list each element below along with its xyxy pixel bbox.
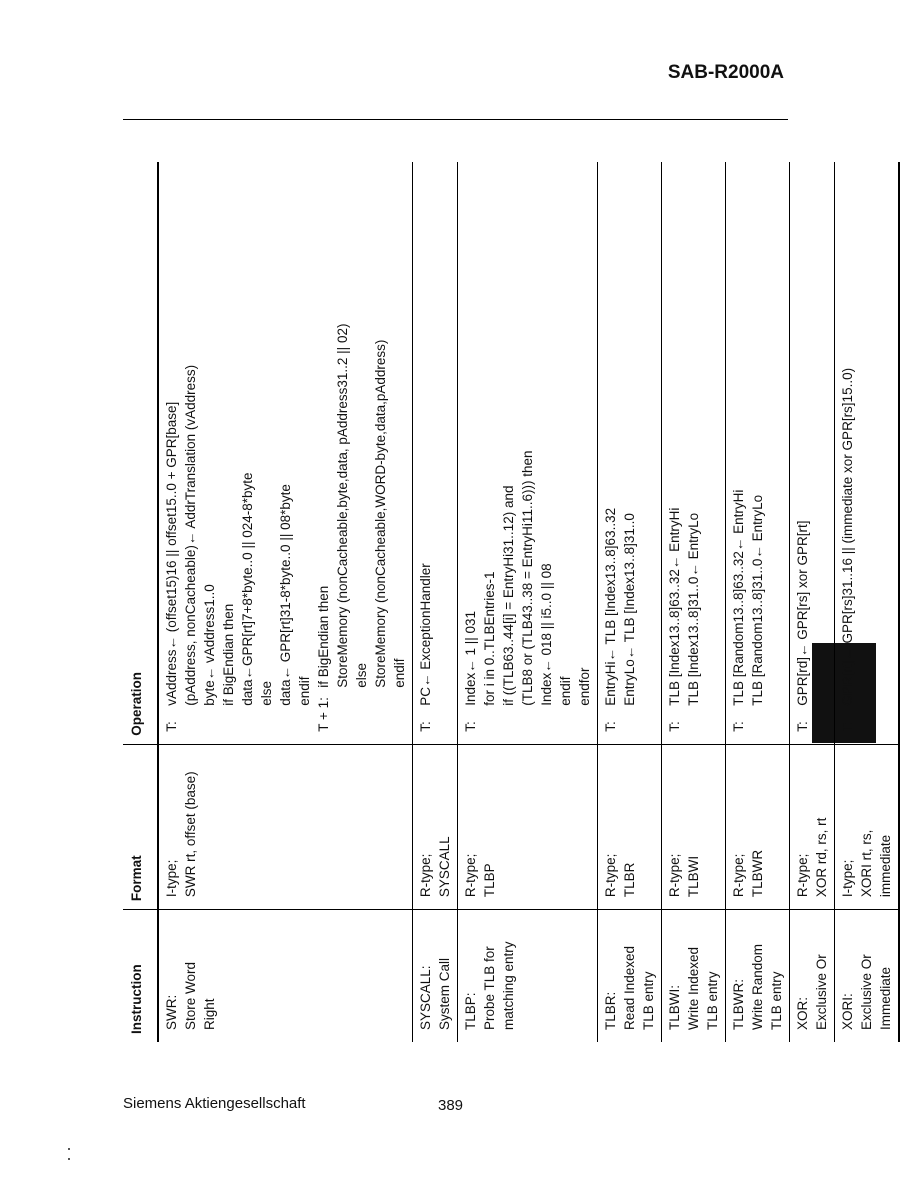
operation-line: (pAddress, nonCacheable)← AddrTranslation (vAddress) bbox=[183, 364, 198, 706]
margin-dot bbox=[68, 1148, 70, 1150]
format-cell bbox=[413, 744, 458, 909]
instruction-line: SWR: bbox=[164, 994, 179, 1030]
timing-label: T: bbox=[603, 721, 618, 732]
instruction-line: TLBR: bbox=[603, 991, 618, 1030]
format-cell bbox=[790, 744, 835, 909]
operation-line: if BigEndian then bbox=[316, 585, 331, 688]
operation-text bbox=[162, 365, 314, 706]
operation-line: endif bbox=[392, 658, 407, 688]
format-cell bbox=[458, 744, 598, 909]
instruction-line: Read Indexed bbox=[622, 945, 637, 1030]
operation-cell bbox=[790, 162, 835, 744]
operation-line: EntryHi← TLB [Index13..8]63..32 bbox=[603, 507, 618, 706]
operation-line: for i in 0..TLBEntries-1 bbox=[482, 571, 497, 706]
format-line: R-type; bbox=[463, 853, 478, 898]
format-line: I-type; bbox=[840, 859, 855, 898]
format-line: R-type; bbox=[731, 853, 746, 898]
operation-block bbox=[461, 170, 594, 732]
instruction-cell bbox=[413, 910, 458, 1042]
operation-line: if BigEndian then bbox=[221, 603, 236, 706]
instruction-cell bbox=[835, 910, 900, 1042]
instruction-line: Write Random bbox=[750, 943, 765, 1030]
operation-line: data← GPR[rt]31-8*byte..0 || 08*byte bbox=[278, 484, 293, 706]
instruction-line: Right bbox=[202, 998, 217, 1030]
format-line: TLBR bbox=[622, 862, 637, 898]
operation-line: endfor bbox=[577, 667, 592, 706]
table-row bbox=[158, 162, 413, 1042]
format-line: TLBWR bbox=[750, 849, 765, 898]
operation-block bbox=[729, 170, 767, 732]
operation-block bbox=[162, 170, 314, 732]
timing-label: T: bbox=[418, 721, 433, 732]
format-cell bbox=[662, 744, 726, 909]
footer-company: Siemens Aktiengesellschaft bbox=[123, 1095, 306, 1112]
operation-cell bbox=[413, 162, 458, 744]
instruction-cell bbox=[662, 910, 726, 1042]
format-line: XOR rd, rs, rt bbox=[814, 817, 829, 898]
operation-line: else bbox=[354, 663, 369, 688]
instruction-line: Probe TLB for bbox=[482, 946, 497, 1030]
operation-line: PC← ExceptionHandler bbox=[418, 563, 433, 706]
column-header-format: Format bbox=[123, 744, 158, 909]
instruction-cell bbox=[790, 910, 835, 1042]
operation-line: data←GPR[rt]7+8*byte..0 || 024-8*byte bbox=[240, 472, 255, 706]
table-row bbox=[835, 162, 900, 1042]
instruction-cell bbox=[726, 910, 790, 1042]
format-line: R-type; bbox=[603, 853, 618, 898]
format-line: TLBP bbox=[482, 863, 497, 898]
instruction-line: TLB entry bbox=[641, 971, 656, 1030]
operation-line: TLB [Random13..8]31..0← EntryLo bbox=[750, 494, 765, 706]
operation-line: GPR[rt]← GPR[rs]31..16 || (immediate xor GPR[rs]15..0) bbox=[840, 367, 855, 706]
instruction-line: SYSCALL: bbox=[418, 965, 433, 1030]
operation-line: vAddress← (offset15)16 || offset15..0 + GPR[base] bbox=[164, 401, 179, 706]
timing-label: T: bbox=[840, 721, 855, 732]
format-line: SYSCALL bbox=[437, 836, 452, 898]
timing-label: T: bbox=[731, 721, 746, 732]
timing-label: T: bbox=[164, 721, 179, 732]
format-line: R-type; bbox=[418, 853, 433, 898]
instruction-table bbox=[123, 162, 900, 1042]
instruction-line: matching entry bbox=[501, 941, 516, 1030]
operation-text bbox=[314, 324, 409, 688]
operation-text bbox=[461, 451, 594, 706]
operation-line: StoreMemory (nonCacheable,WORD-byte,data,pAddress) bbox=[373, 339, 388, 688]
instruction-cell bbox=[158, 910, 413, 1042]
operation-text bbox=[838, 368, 857, 706]
format-line: R-type; bbox=[795, 853, 810, 898]
operation-line: endif bbox=[558, 676, 573, 706]
timing-label: T: bbox=[463, 721, 478, 732]
table-row bbox=[458, 162, 598, 1042]
operation-cell bbox=[458, 162, 598, 744]
table-row bbox=[726, 162, 790, 1042]
format-cell bbox=[158, 744, 413, 909]
operation-line: else bbox=[259, 681, 274, 706]
format-line: R-type; bbox=[667, 853, 682, 898]
table-row bbox=[598, 162, 662, 1042]
operation-text bbox=[729, 490, 767, 706]
operation-block bbox=[601, 170, 639, 732]
table-row bbox=[413, 162, 458, 1042]
operation-line: TLB [Random13..8]63..32← EntryHi bbox=[731, 489, 746, 706]
operation-line: TLB [Index13..8]31..0← EntryLo bbox=[686, 512, 701, 706]
instruction-line: TLBP: bbox=[463, 992, 478, 1030]
table-header-row bbox=[123, 162, 158, 1042]
instruction-line: Store Word bbox=[183, 961, 198, 1030]
operation-cell bbox=[662, 162, 726, 744]
format-line: SWR rt, offset (base) bbox=[183, 771, 198, 898]
operation-line: byte← vAddress1..0 bbox=[202, 584, 217, 706]
format-cell bbox=[835, 744, 900, 909]
format-line: XORI rt, rs, bbox=[859, 829, 874, 898]
instruction-line: System Call bbox=[437, 957, 452, 1030]
timing-label: T: bbox=[667, 721, 682, 732]
operation-text bbox=[793, 520, 812, 705]
format-line: I-type; bbox=[164, 859, 179, 898]
operation-line: EntryLo← TLB [Index13..8]31..0 bbox=[622, 513, 637, 706]
instruction-line: TLB entry bbox=[705, 971, 720, 1030]
operation-cell bbox=[598, 162, 662, 744]
operation-block bbox=[838, 170, 857, 732]
header-rule bbox=[123, 119, 788, 120]
operation-line: StoreMemory (nonCacheable,byte,data, pAddress31..2 || 02) bbox=[335, 323, 350, 688]
instruction-line: Exclusive Or bbox=[859, 954, 874, 1030]
instruction-cell bbox=[458, 910, 598, 1042]
instruction-line: TLB entry bbox=[769, 971, 784, 1030]
operation-block bbox=[314, 170, 409, 732]
operation-line: GPR[rd]← GPR[rs] xor GPR[rt] bbox=[795, 520, 810, 706]
footer-page-number: 389 bbox=[438, 1097, 464, 1114]
instruction-line: XOR: bbox=[795, 996, 810, 1030]
table-row bbox=[790, 162, 835, 1042]
operation-block bbox=[665, 170, 703, 732]
instruction-line: Exclusive Or bbox=[814, 954, 829, 1030]
column-header-instruction: Instruction bbox=[129, 964, 144, 1034]
instruction-table-rotated bbox=[123, 162, 893, 1042]
format-line: immediate bbox=[878, 834, 893, 898]
column-header-operation: Operation bbox=[123, 162, 158, 744]
operation-cell bbox=[158, 162, 413, 744]
operation-text bbox=[601, 508, 639, 706]
margin-dot bbox=[68, 1158, 70, 1160]
timing-label: T + 1: bbox=[316, 697, 331, 732]
operation-line: Index← 1 || 031 bbox=[463, 610, 478, 706]
operation-cell bbox=[835, 162, 900, 744]
operation-line: endif bbox=[297, 676, 312, 706]
instruction-line: XORI: bbox=[840, 993, 855, 1030]
operation-cell bbox=[726, 162, 790, 744]
operation-line: Index← 018 || i5..0 || 08 bbox=[539, 563, 554, 706]
operation-text bbox=[416, 563, 435, 706]
format-cell bbox=[726, 744, 790, 909]
operation-line: TLB [Index13..8]63..32← EntryHi bbox=[667, 507, 682, 706]
format-cell bbox=[598, 744, 662, 909]
operation-block bbox=[416, 170, 435, 732]
instruction-line: Write Indexed bbox=[686, 946, 701, 1030]
instruction-cell bbox=[598, 910, 662, 1042]
timing-label: T: bbox=[795, 721, 810, 732]
instruction-line: TLBWR: bbox=[731, 978, 746, 1030]
format-line: TLBWI bbox=[686, 855, 701, 898]
table-body bbox=[158, 162, 899, 1042]
operation-line: (TLB8 or (TLB43..38 = EntryHi11..6))) then bbox=[520, 450, 535, 706]
operation-block bbox=[793, 170, 812, 732]
instruction-line: Immediate bbox=[878, 966, 893, 1030]
instruction-line: TLBWI: bbox=[667, 984, 682, 1030]
page-header-title: SAB-R2000A bbox=[667, 62, 784, 83]
operation-text bbox=[665, 508, 703, 706]
table-row bbox=[662, 162, 726, 1042]
operation-line: if ((TLB63..44[i] = EntryHi31..12) and bbox=[501, 485, 516, 706]
